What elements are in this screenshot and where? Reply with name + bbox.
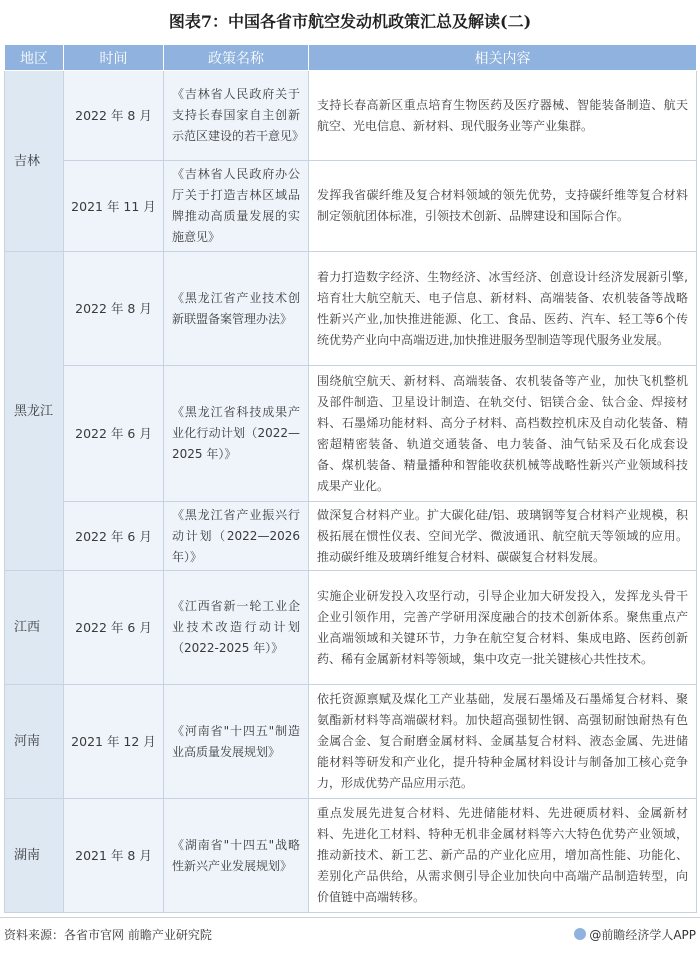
date-cell: 2022 年 8 月	[64, 252, 164, 366]
table-row	[5, 366, 697, 502]
header-date: 时间	[64, 45, 164, 71]
footer	[0, 917, 700, 954]
policy-cell: 《吉林省人民政府办公厅关于打造吉林区域品牌推动高质量发展的实施意见》	[164, 161, 309, 252]
date-cell: 2022 年 6 月	[64, 571, 164, 685]
header-content: 相关内容	[309, 45, 697, 71]
policy-cell: 《黑龙江省产业振兴行动计划（2022—2026 年）》	[164, 502, 309, 571]
content-cell: 做深复合材料产业。扩大碳化硅/铝、玻璃钢等复合材料产业规模，积极拓展在惯性仪表、空间光学、微波通讯、航空航天等领域的应用。推动碳纤维及玻璃纤维复合材料、碳碳复合材料发展。	[309, 502, 697, 571]
content-cell: 围绕航空航天、新材料、高端装备、农机装备等产业，加快飞机整机及部件制造、卫星设计制造、在轨交付、铝镁合金、钛合金、焊接材料、石墨烯功能材料、高分子材料、高档数控机床及自动化装备、精密超精密装备、轨道交通装备、电力装备、油气钻采及石化成套设备、煤机装备、精量播种和智能收获机械等战略性新兴产业领域科技成果产业化。	[309, 366, 697, 502]
table-row	[5, 252, 697, 366]
qianzhan-logo-icon	[574, 928, 586, 940]
header-policy: 政策名称	[164, 45, 309, 71]
region-cell: 黑龙江	[5, 252, 64, 571]
region-cell: 吉林	[5, 71, 64, 252]
policy-cell: 《黑龙江省科技成果产业化行动计划（2022—2025 年）》	[164, 366, 309, 502]
policy-cell: 《吉林省人民政府关于支持长春国家自主创新示范区建设的若干意见》	[164, 71, 309, 161]
brand-text: @前瞻经济学人APP	[589, 928, 696, 942]
table-header-row	[5, 45, 697, 71]
content-cell: 依托资源禀赋及煤化工产业基础，发展石墨烯及石墨烯复合材料、聚氨酯新材料等高端碳材料。加快超高强韧性钢、高强韧耐蚀耐热有色金属合金、复合耐磨金属材料、金属基复合材料、液态金属、先进储能材料等研发和产业化，提升特种金属材料设计与制备加工核心竞争力，形成优势产品应用示范。	[309, 685, 697, 799]
table-row	[5, 161, 697, 252]
policy-cell: 《江西省新一轮工业企业技术改造行动计划（2022-2025 年）》	[164, 571, 309, 685]
content-cell: 发挥我省碳纤维及复合材料领域的领先优势，支持碳纤维等复合材料制定领航团体标准，引领技术创新、品牌建设和国际合作。	[309, 161, 697, 252]
content-cell: 重点发展先进复合材料、先进储能材料、先进硬质材料、金属新材料、先进化工材料、特种无机非金属材料等六大特色优势产业领域，推动新技术、新工艺、新产品的产业化应用，增加高性能、功能化、差别化产品供给，从需求侧引导企业加快向中高端产品制造转型，向价值链中高端转移。	[309, 799, 697, 913]
date-cell: 2022 年 8 月	[64, 71, 164, 161]
header-region: 地区	[5, 45, 64, 71]
table-row	[5, 685, 697, 799]
page-title: 图表7：中国各省市航空发动机政策汇总及解读(二)	[168, 12, 532, 31]
table-row	[5, 571, 697, 685]
content-cell: 支持长春高新区重点培育生物医药及医疗器械、智能装备制造、航天航空、光电信息、新材料、现代服务业等产业集群。	[309, 71, 697, 161]
date-cell: 2022 年 6 月	[64, 502, 164, 571]
policy-table	[4, 44, 697, 913]
policy-cell: 《河南省"十四五"制造业高质量发展规划》	[164, 685, 309, 799]
table-row	[5, 799, 697, 913]
date-cell: 2021 年 11 月	[64, 161, 164, 252]
table-row	[5, 502, 697, 571]
table-row	[5, 71, 697, 161]
date-cell: 2022 年 6 月	[64, 366, 164, 502]
content-cell: 着力打造数字经济、生物经济、冰雪经济、创意设计经济发展新引擎,培育壮大航空航天、电子信息、新材料、高端装备、农机装备等战略性新兴产业,加快推进能源、化工、食品、医药、汽车、轻工等6个传统优势产业向中高端迈进,加快推进服务型制造等现代服务业发展。	[309, 252, 697, 366]
date-cell: 2021 年 8 月	[64, 799, 164, 913]
region-cell: 湖南	[5, 799, 64, 913]
content-cell: 实施企业研发投入攻坚行动，引导企业加大研发投入，发挥龙头骨干企业引领作用，完善产学研用深度融合的技术创新体系。聚焦重点产业高端领域和关键环节，力争在航空复合材料、集成电路、医药创新药、稀有金属新材料等领域，集中攻克一批关键核心共性技术。	[309, 571, 697, 685]
date-cell: 2021 年 12 月	[64, 685, 164, 799]
policy-cell: 《黑龙江省产业技术创新联盟备案管理办法》	[164, 252, 309, 366]
region-cell: 河南	[5, 685, 64, 799]
brand-credit	[574, 926, 696, 943]
source-text: 资料来源：各省市官网 前瞻产业研究院	[4, 928, 212, 942]
region-cell: 江西	[5, 571, 64, 685]
policy-cell: 《湖南省"十四五"战略性新兴产业发展规划》	[164, 799, 309, 913]
